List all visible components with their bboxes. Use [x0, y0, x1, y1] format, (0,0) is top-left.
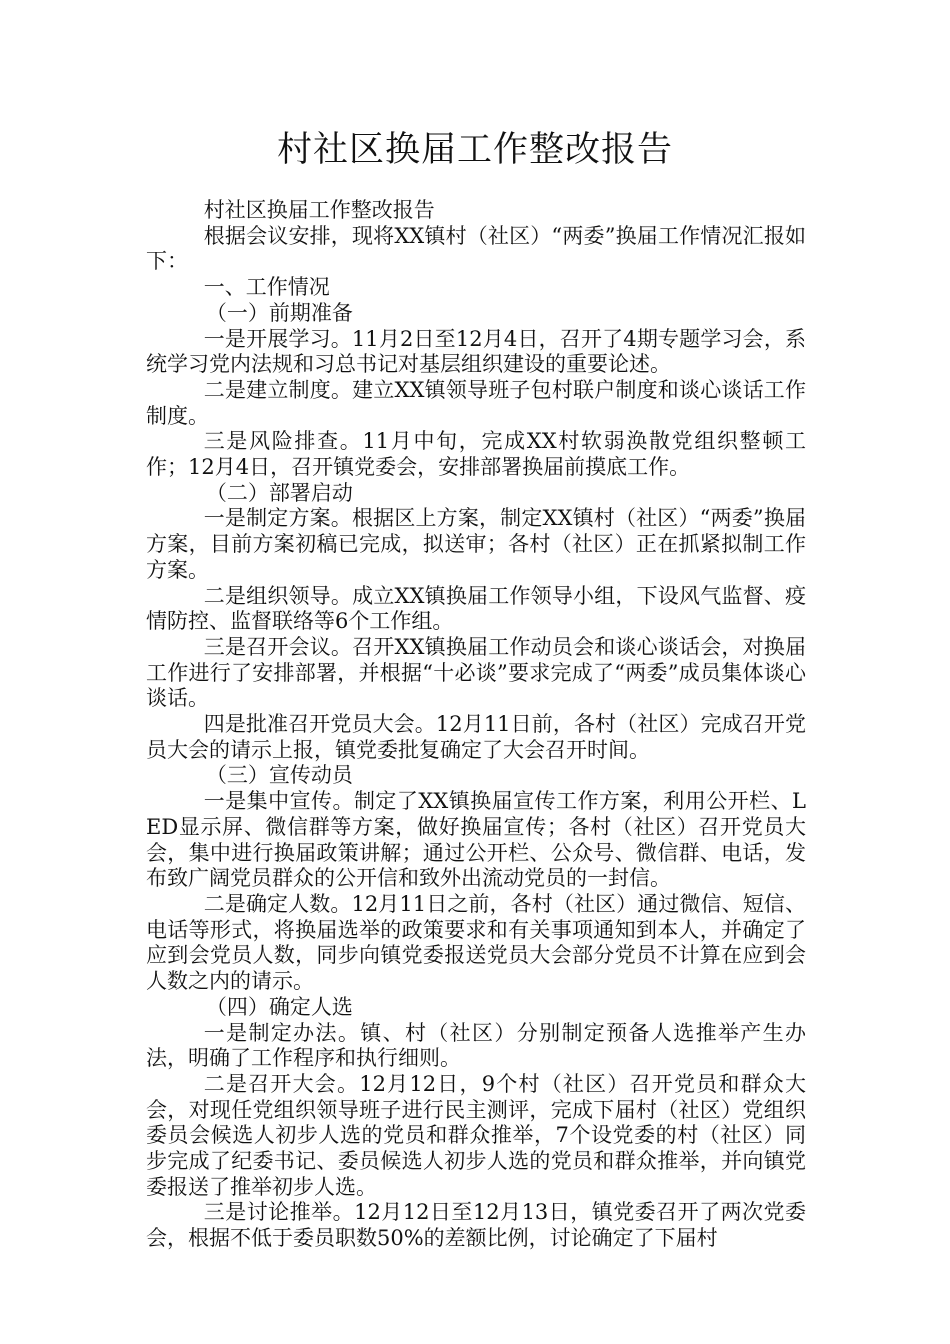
paragraph-headcount: 二是确定人数。12月11日之前，各村（社区）通过微信、短信、电话等形式，将换届选举的政策要求和有关事项通知到本人，并确定了应到会党员人数，同步向镇党委报送党员大会部分党员不计算在应到会人数之内的请示。	[146, 891, 806, 994]
paragraph-leadership: 二是组织领导。成立XX镇换届工作领导小组，下设风气监督、疫情防控、监督联络等6个工作组。	[146, 583, 806, 634]
paragraph-meeting: 三是召开会议。召开XX镇换届工作动员会和谈心谈话会，对换届工作进行了安排部署，并根据“十必谈”要求完成了“两委”成员集体谈心谈话。	[146, 634, 806, 711]
paragraph-discussion: 三是讨论推举。12月12日至12月13日，镇党委召开了两次党委会，根据不低于委员职数50%的差额比例，讨论确定了下届村	[146, 1200, 806, 1251]
document-title: 村社区换届工作整改报告	[276, 130, 673, 170]
subsection-heading-deployment: （二）部署启动	[205, 480, 353, 505]
subtitle-paragraph: 村社区换届工作整改报告	[203, 198, 435, 222]
document-body	[146, 198, 806, 1252]
paragraph-publicity: 一是集中宣传。制定了XX镇换届宣传工作方案，利用公开栏、LED显示屏、微信群等方案，做好换届宣传；各村（社区）召开党员大会，集中进行换届政策讲解；通过公开栏、公众号、微信群、电话，发布致广阔党员群众的公开信和致外出流动党员的一封信。	[146, 789, 806, 891]
paragraph-approval: 四是批准召开党员大会。12月11日前，各村（社区）完成召开党员大会的请示上报，镇党委批复确定了大会召开时间。	[146, 712, 806, 762]
subsection-heading-candidates: （四）确定人选	[205, 994, 353, 1019]
paragraph-risk: 三是风险排查。11月中旬，完成XX村软弱涣散党组织整顿工作；12月4日，召开镇党委会，安排部署换届前摸底工作。	[146, 429, 806, 480]
section-heading-work-status: 一、工作情况	[203, 275, 330, 300]
subsection-heading-publicity: （三）宣传动员	[205, 763, 353, 788]
paragraph-method: 一是制定办法。镇、村（社区）分别制定预备人选推举产生办法，明确了工作程序和执行细则。	[146, 1020, 806, 1071]
paragraph-system: 二是建立制度。建立XX镇领导班子包村联户制度和谈心谈话工作制度。	[146, 377, 806, 428]
paragraph-assembly: 二是召开大会。12月12日，9个村（社区）召开党员和群众大会，对现任党组织领导班子进行民主测评，完成下届村（社区）党组织委员会候选人初步人选的党员和群众推举，7个设党委的村（社区）同步完成了纪委书记、委员候选人初步人选的党员和群众推举，并向镇党委报送了推举初步人选。	[146, 1071, 806, 1199]
paragraph-study: 一是开展学习。11月2日至12月4日，召开了4期专题学习会，系统学习党内法规和习总书记对基层组织建设的重要论述。	[146, 326, 806, 377]
subsection-heading-preparation: （一）前期准备	[205, 300, 353, 325]
intro-paragraph: 根据会议安排，现将XX镇村（社区）“两委”换届工作情况汇报如下：	[146, 223, 806, 274]
paragraph-plan: 一是制定方案。根据区上方案，制定XX镇村（社区）“两委”换届方案，目前方案初稿已完成，拟送审；各村（社区）正在抓紧拟制工作方案。	[146, 506, 806, 582]
